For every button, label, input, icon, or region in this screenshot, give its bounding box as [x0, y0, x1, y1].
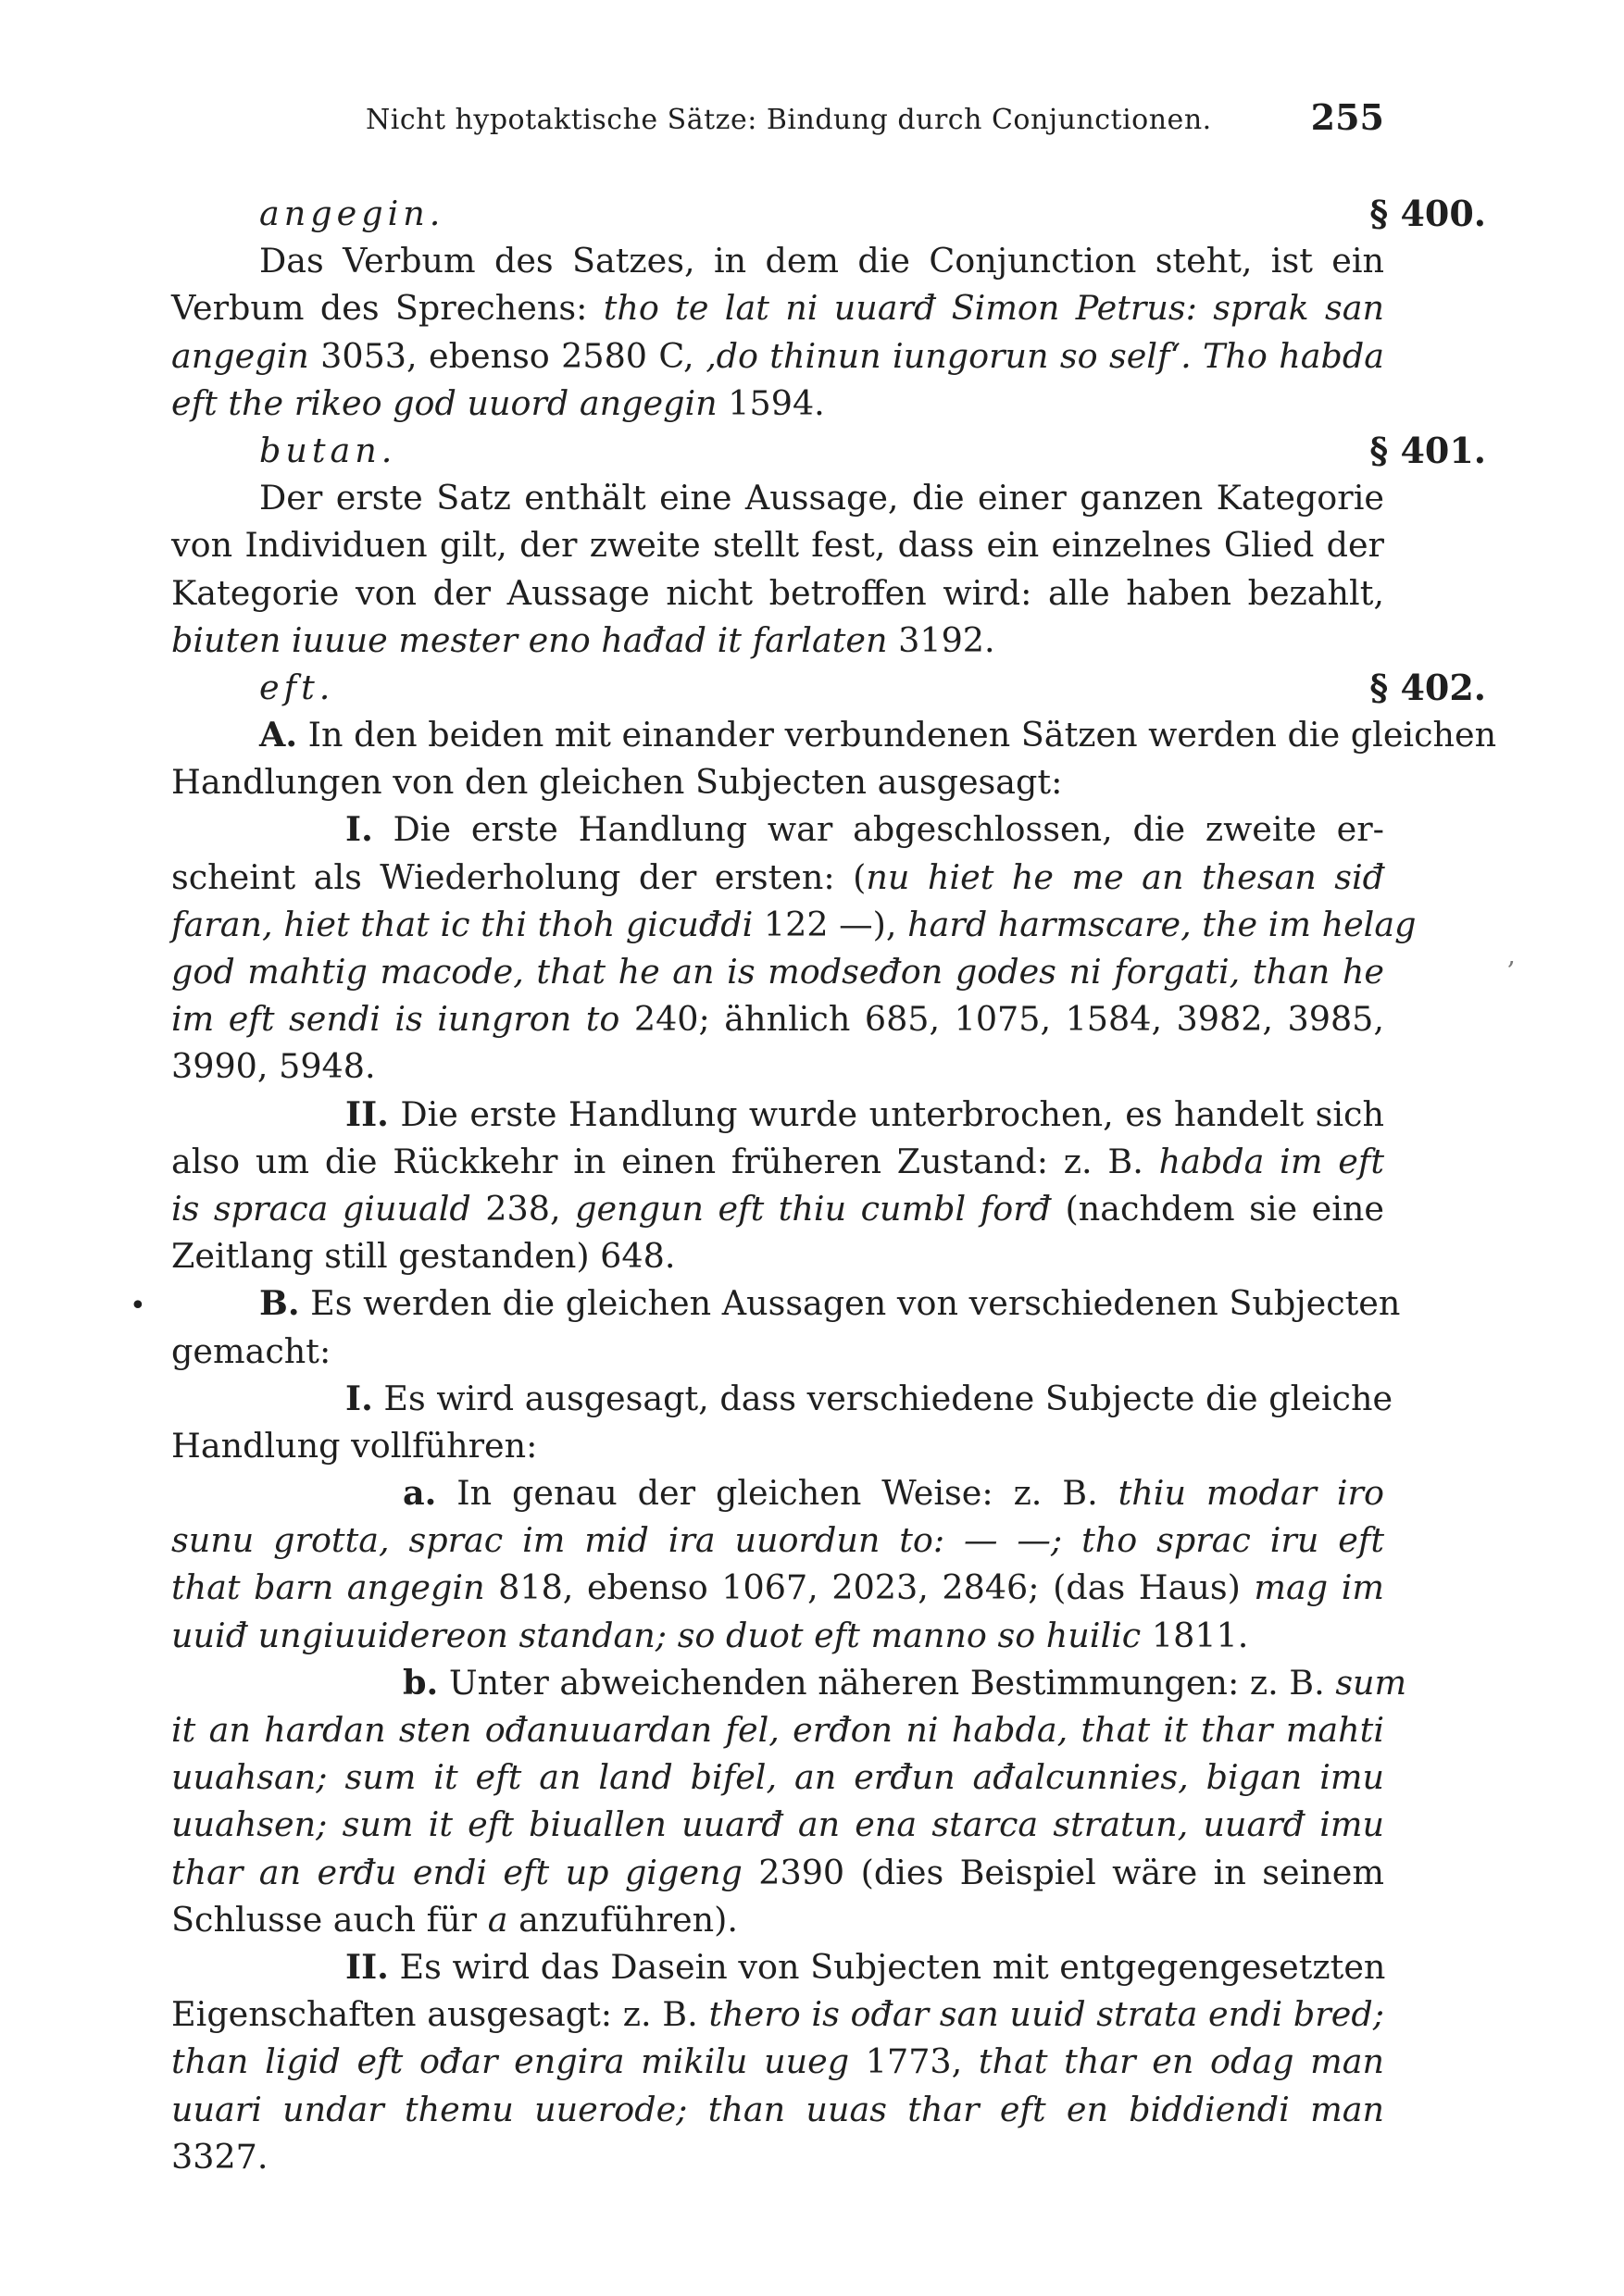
- line-text: 1773,: [849, 2041, 979, 2082]
- section-400: § 400.: [1369, 193, 1486, 234]
- text-line: [171, 1516, 1384, 1564]
- text-line: [171, 1612, 1384, 1659]
- item-marker: B.: [259, 1283, 300, 1324]
- text-line: [171, 237, 1384, 284]
- text-line: [171, 1185, 1384, 1232]
- quote-text: uuahsan; sum it eft an land bifel, an erđun ađalcunnies, bigan imu: [171, 1757, 1384, 1798]
- quote-text: tho te lat ni uuarđ Simon Petrus: sprak san: [603, 288, 1384, 329]
- text-line: [171, 1849, 1384, 1896]
- line-text: also um die Rückkehr in einen früheren Zustand: z. B.: [171, 1141, 1159, 1181]
- text-line: [171, 1659, 1407, 1706]
- line-text: Verbum des Sprechens:: [171, 288, 604, 329]
- quote-text: hard harmscare, the im helag: [907, 904, 1417, 944]
- line-text: 122 —),: [753, 904, 908, 944]
- line-text: 2390 (dies Beispiel wäre in seinem: [742, 1852, 1384, 1892]
- line-text: 1811.: [1141, 1615, 1249, 1655]
- item-marker: I.: [345, 809, 373, 850]
- line-text: Schlusse auch für: [171, 1899, 488, 1940]
- line-text: Die erste Handlung wurde unterbrochen, es handelt sich: [388, 1093, 1384, 1134]
- section-402: § 402.: [1369, 666, 1486, 708]
- text-line: [171, 521, 1384, 568]
- quote-text: biuten iuuue mester eno hađad it farlaten: [171, 619, 888, 660]
- line-text: 238,: [470, 1188, 576, 1229]
- quote-text: faran, hiet that ic thi thoh gicuđdi: [171, 904, 754, 944]
- item-marker: II.: [345, 1093, 389, 1134]
- quote-text: ‚do thinun iungorun so self‘. Tho habda: [706, 335, 1384, 376]
- line-text: (nachdem sie eine: [1051, 1188, 1384, 1229]
- quote-text: a: [487, 1899, 508, 1940]
- text-line: [171, 1564, 1384, 1611]
- section-401: § 401.: [1369, 429, 1486, 471]
- quote-text: thar an erđu endi eft up gigeng: [171, 1852, 743, 1892]
- text-line: [171, 332, 1384, 380]
- text-line: [171, 1469, 1384, 1516]
- line-text: anzuführen).: [507, 1899, 739, 1940]
- quote-text: sunu grotta, sprac im mid ira uuordun to: — —; tho sprac iru eft: [171, 1520, 1384, 1561]
- quote-text: eft the rikeo god uuord angegin: [171, 382, 718, 423]
- quote-text: thiu modar iro: [1118, 1473, 1384, 1514]
- line-text: 3990, 5948.: [171, 1046, 376, 1087]
- quote-text: that thar en odag man: [978, 2041, 1385, 2082]
- text-line: [171, 1706, 1384, 1753]
- quote-text: habda im eft: [1158, 1141, 1384, 1181]
- text-line: [171, 284, 1384, 331]
- text-line: [171, 2038, 1384, 2085]
- quote-text: is spraca giuuald: [171, 1188, 471, 1229]
- text-line: [171, 569, 1384, 617]
- running-head: Nicht hypotaktische Sätze: Bindung durch Conjunctionen.: [366, 104, 1212, 136]
- text-line: [171, 1328, 1384, 1375]
- line-text: Eigenschaften ausgesagt: z. B.: [171, 1994, 709, 2035]
- quote-text: mag im: [1254, 1567, 1384, 1608]
- quote-text: uuahsen; sum it eft biuallen uuarđ an ena starca stratun, uuarđ imu: [171, 1804, 1384, 1845]
- quote-text: sum: [1335, 1662, 1407, 1703]
- quote-text: it an hardan sten ođanuuardan fel, erđon ni habda, that it thar mahti: [171, 1710, 1384, 1750]
- text-line: [171, 948, 1384, 995]
- text-line: [171, 805, 1384, 853]
- text-line: [171, 1990, 1384, 2038]
- item-marker: A.: [259, 715, 298, 755]
- line-text: In genau der gleichen Weise: z. B.: [436, 1473, 1118, 1514]
- line-text: Unter abweichenden näheren Bestimmungen: z. B.: [438, 1662, 1336, 1703]
- quote-text: nu hiet he me an thesan siđ: [866, 856, 1384, 897]
- text-line: [171, 2133, 1384, 2180]
- line-text: In den beiden mit einander verbundenen Sätzen werden die gleichen: [297, 715, 1497, 755]
- text-line: [171, 1091, 1384, 1138]
- line-text: Kategorie von der Aussage nicht betroffen wird: alle haben bezahlt,: [171, 572, 1384, 613]
- line-text: 3053, ebenso 2580 C,: [308, 335, 706, 376]
- line-text: von Individuen gilt, der zweite stellt fest, dass ein einzelnes Glied der: [171, 525, 1384, 566]
- text-line: [171, 380, 1384, 427]
- line-text: Es werden die gleichen Aussagen von verschiedenen Subjecten: [299, 1283, 1401, 1324]
- text-line: [171, 1375, 1393, 1422]
- line-text: scheint als Wiederholung der ersten: (: [171, 856, 867, 897]
- line-text: 3327.: [171, 2136, 269, 2177]
- page-header: [171, 96, 1384, 159]
- text-line: [171, 474, 1384, 521]
- text-line: [171, 664, 1486, 711]
- item-marker: a.: [403, 1473, 437, 1514]
- text-line: [171, 711, 1497, 758]
- line-text: gemacht:: [171, 1330, 331, 1371]
- line-text: 818, ebenso 1067, 2023, 2846; (das Haus): [484, 1567, 1255, 1608]
- text-line: [171, 758, 1384, 805]
- heading-butan: butan.: [259, 430, 397, 470]
- quote-text: than ligid eft ođar engira mikilu uueg: [171, 2041, 850, 2082]
- text-line: [171, 1042, 1384, 1090]
- margin-comma: ,: [1507, 940, 1516, 970]
- text-line: [171, 854, 1384, 901]
- text-line: [171, 1232, 1384, 1279]
- line-text: 1594.: [717, 382, 825, 423]
- heading-eft: eft.: [259, 667, 335, 707]
- line-text: Das Verbum des Satzes, in dem die Conjunction steht, ist ein: [259, 241, 1384, 281]
- line-text: Zeitlang still gestanden) 648.: [171, 1236, 676, 1277]
- item-marker: I.: [345, 1378, 373, 1418]
- text-line: [171, 995, 1384, 1042]
- page-number: 255: [1310, 96, 1384, 138]
- text-line: [171, 1896, 1384, 1943]
- line-text: Die erste Handlung war abgeschlossen, die zweite er-: [372, 809, 1384, 850]
- text-line: [171, 1753, 1384, 1801]
- text-line: [171, 427, 1486, 474]
- quote-text: im eft sendi is iungron to: [171, 999, 620, 1040]
- text-line: [171, 1422, 1384, 1469]
- line-text: Handlung vollführen:: [171, 1425, 538, 1466]
- line-text: Der erste Satz enthält eine Aussage, die einer ganzen Kategorie: [259, 478, 1384, 518]
- quote-text: gengun eft thiu cumbl forđ: [575, 1188, 1052, 1229]
- quote-text: uuiđ ungiuuidereon standan; so duot eft manno so huilic: [171, 1615, 1142, 1655]
- line-text: Es wird das Dasein von Subjecten mit entgegengesetzten: [388, 1946, 1386, 1987]
- text-line: [171, 901, 1417, 948]
- text-line: [171, 1801, 1384, 1848]
- text-line: [171, 1943, 1384, 1990]
- line-text: Es wird ausgesagt, dass verschiedene Subjecte die gleiche: [372, 1378, 1393, 1418]
- line-text: 3192.: [887, 619, 995, 660]
- text-line: [171, 190, 1486, 237]
- quote-text: that barn angegin: [171, 1567, 485, 1608]
- text-line: [171, 2086, 1384, 2133]
- quote-text: god mahtig macode, that he an is modseđon godes ni forgati, than he: [171, 952, 1384, 992]
- heading-angegin: angegin.: [259, 193, 445, 233]
- quote-text: uuari undar themu uuerode; than uuas thar eft en biddiendi man: [171, 2089, 1384, 2129]
- line-text: Handlungen von den gleichen Subjecten ausgesagt:: [171, 762, 1063, 803]
- text-line: [171, 1138, 1384, 1185]
- body-text: [171, 190, 1497, 2180]
- item-marker: II.: [345, 1946, 389, 1987]
- quote-text: angegin: [171, 335, 309, 376]
- margin-dot: •: [130, 1290, 146, 1322]
- item-marker: b.: [403, 1662, 439, 1703]
- text-line: [171, 617, 1384, 664]
- line-text: 240; ähnlich 685, 1075, 1584, 3982, 3985,: [619, 999, 1385, 1040]
- quote-text: thero is ođar san uuid strata endi bred;: [708, 1994, 1384, 2035]
- text-line: [171, 1279, 1401, 1327]
